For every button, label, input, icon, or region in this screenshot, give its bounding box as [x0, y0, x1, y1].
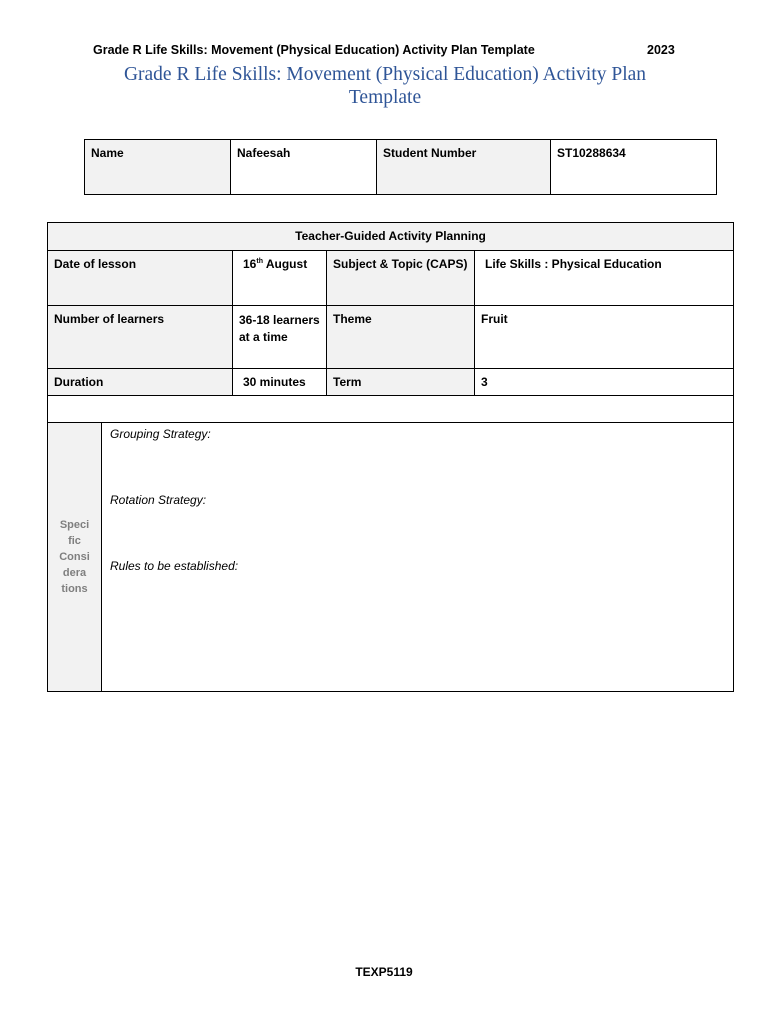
date-row [48, 251, 734, 306]
side-label-line: Consi [59, 551, 90, 563]
side-label-line: dera [62, 567, 87, 579]
plan-heading: Teacher-Guided Activity Planning [48, 223, 734, 251]
specific-considerations-label [48, 423, 102, 692]
spacer-cell [48, 396, 734, 423]
learners-value[interactable]: 36-18 learners at a time [233, 306, 327, 369]
running-header-title: Grade R Life Skills: Movement (Physical Education) Activity Plan Template [93, 43, 535, 57]
side-label-line: tions [61, 583, 88, 595]
date-month: August [262, 257, 308, 271]
rules-label: Rules to be established: [110, 559, 239, 573]
footer-code: TEXP5119 [355, 965, 413, 979]
date-suffix: th [256, 258, 263, 265]
considerations-row [48, 423, 734, 692]
duration-value[interactable]: 30 minutes [233, 369, 327, 396]
running-header-year: 2023 [647, 43, 675, 57]
theme-value[interactable]: Fruit [475, 306, 734, 369]
date-label: Date of lesson [48, 251, 233, 306]
side-label-line: Speci [59, 519, 90, 531]
grouping-strategy-label: Grouping Strategy: [110, 427, 211, 441]
rotation-strategy-label: Rotation Strategy: [110, 493, 207, 507]
document-title: Grade R Life Skills: Movement (Physical Education) Activity Plan Template [123, 64, 647, 108]
activity-planning-table [47, 222, 734, 692]
name-label: Name [85, 140, 231, 195]
plan-heading-row [48, 223, 734, 251]
student-info-row [85, 140, 717, 195]
considerations-content[interactable] [102, 423, 734, 692]
learners-label: Number of learners [48, 306, 233, 369]
student-info-table [84, 139, 717, 195]
spacer-row [48, 396, 734, 423]
duration-label: Duration [48, 369, 233, 396]
side-label-line: fic [68, 535, 81, 547]
term-label: Term [327, 369, 475, 396]
student-number-label: Student Number [377, 140, 551, 195]
duration-row [48, 369, 734, 396]
theme-label: Theme [327, 306, 475, 369]
date-value[interactable] [233, 251, 327, 306]
subject-value[interactable]: Life Skills : Physical Education [475, 251, 734, 306]
subject-label: Subject & Topic (CAPS) [327, 251, 475, 306]
name-value[interactable]: Nafeesah [231, 140, 377, 195]
date-day: 16 [243, 257, 257, 271]
student-number-value[interactable]: ST10288634 [551, 140, 717, 195]
learners-row [48, 306, 734, 369]
term-value[interactable]: 3 [475, 369, 734, 396]
